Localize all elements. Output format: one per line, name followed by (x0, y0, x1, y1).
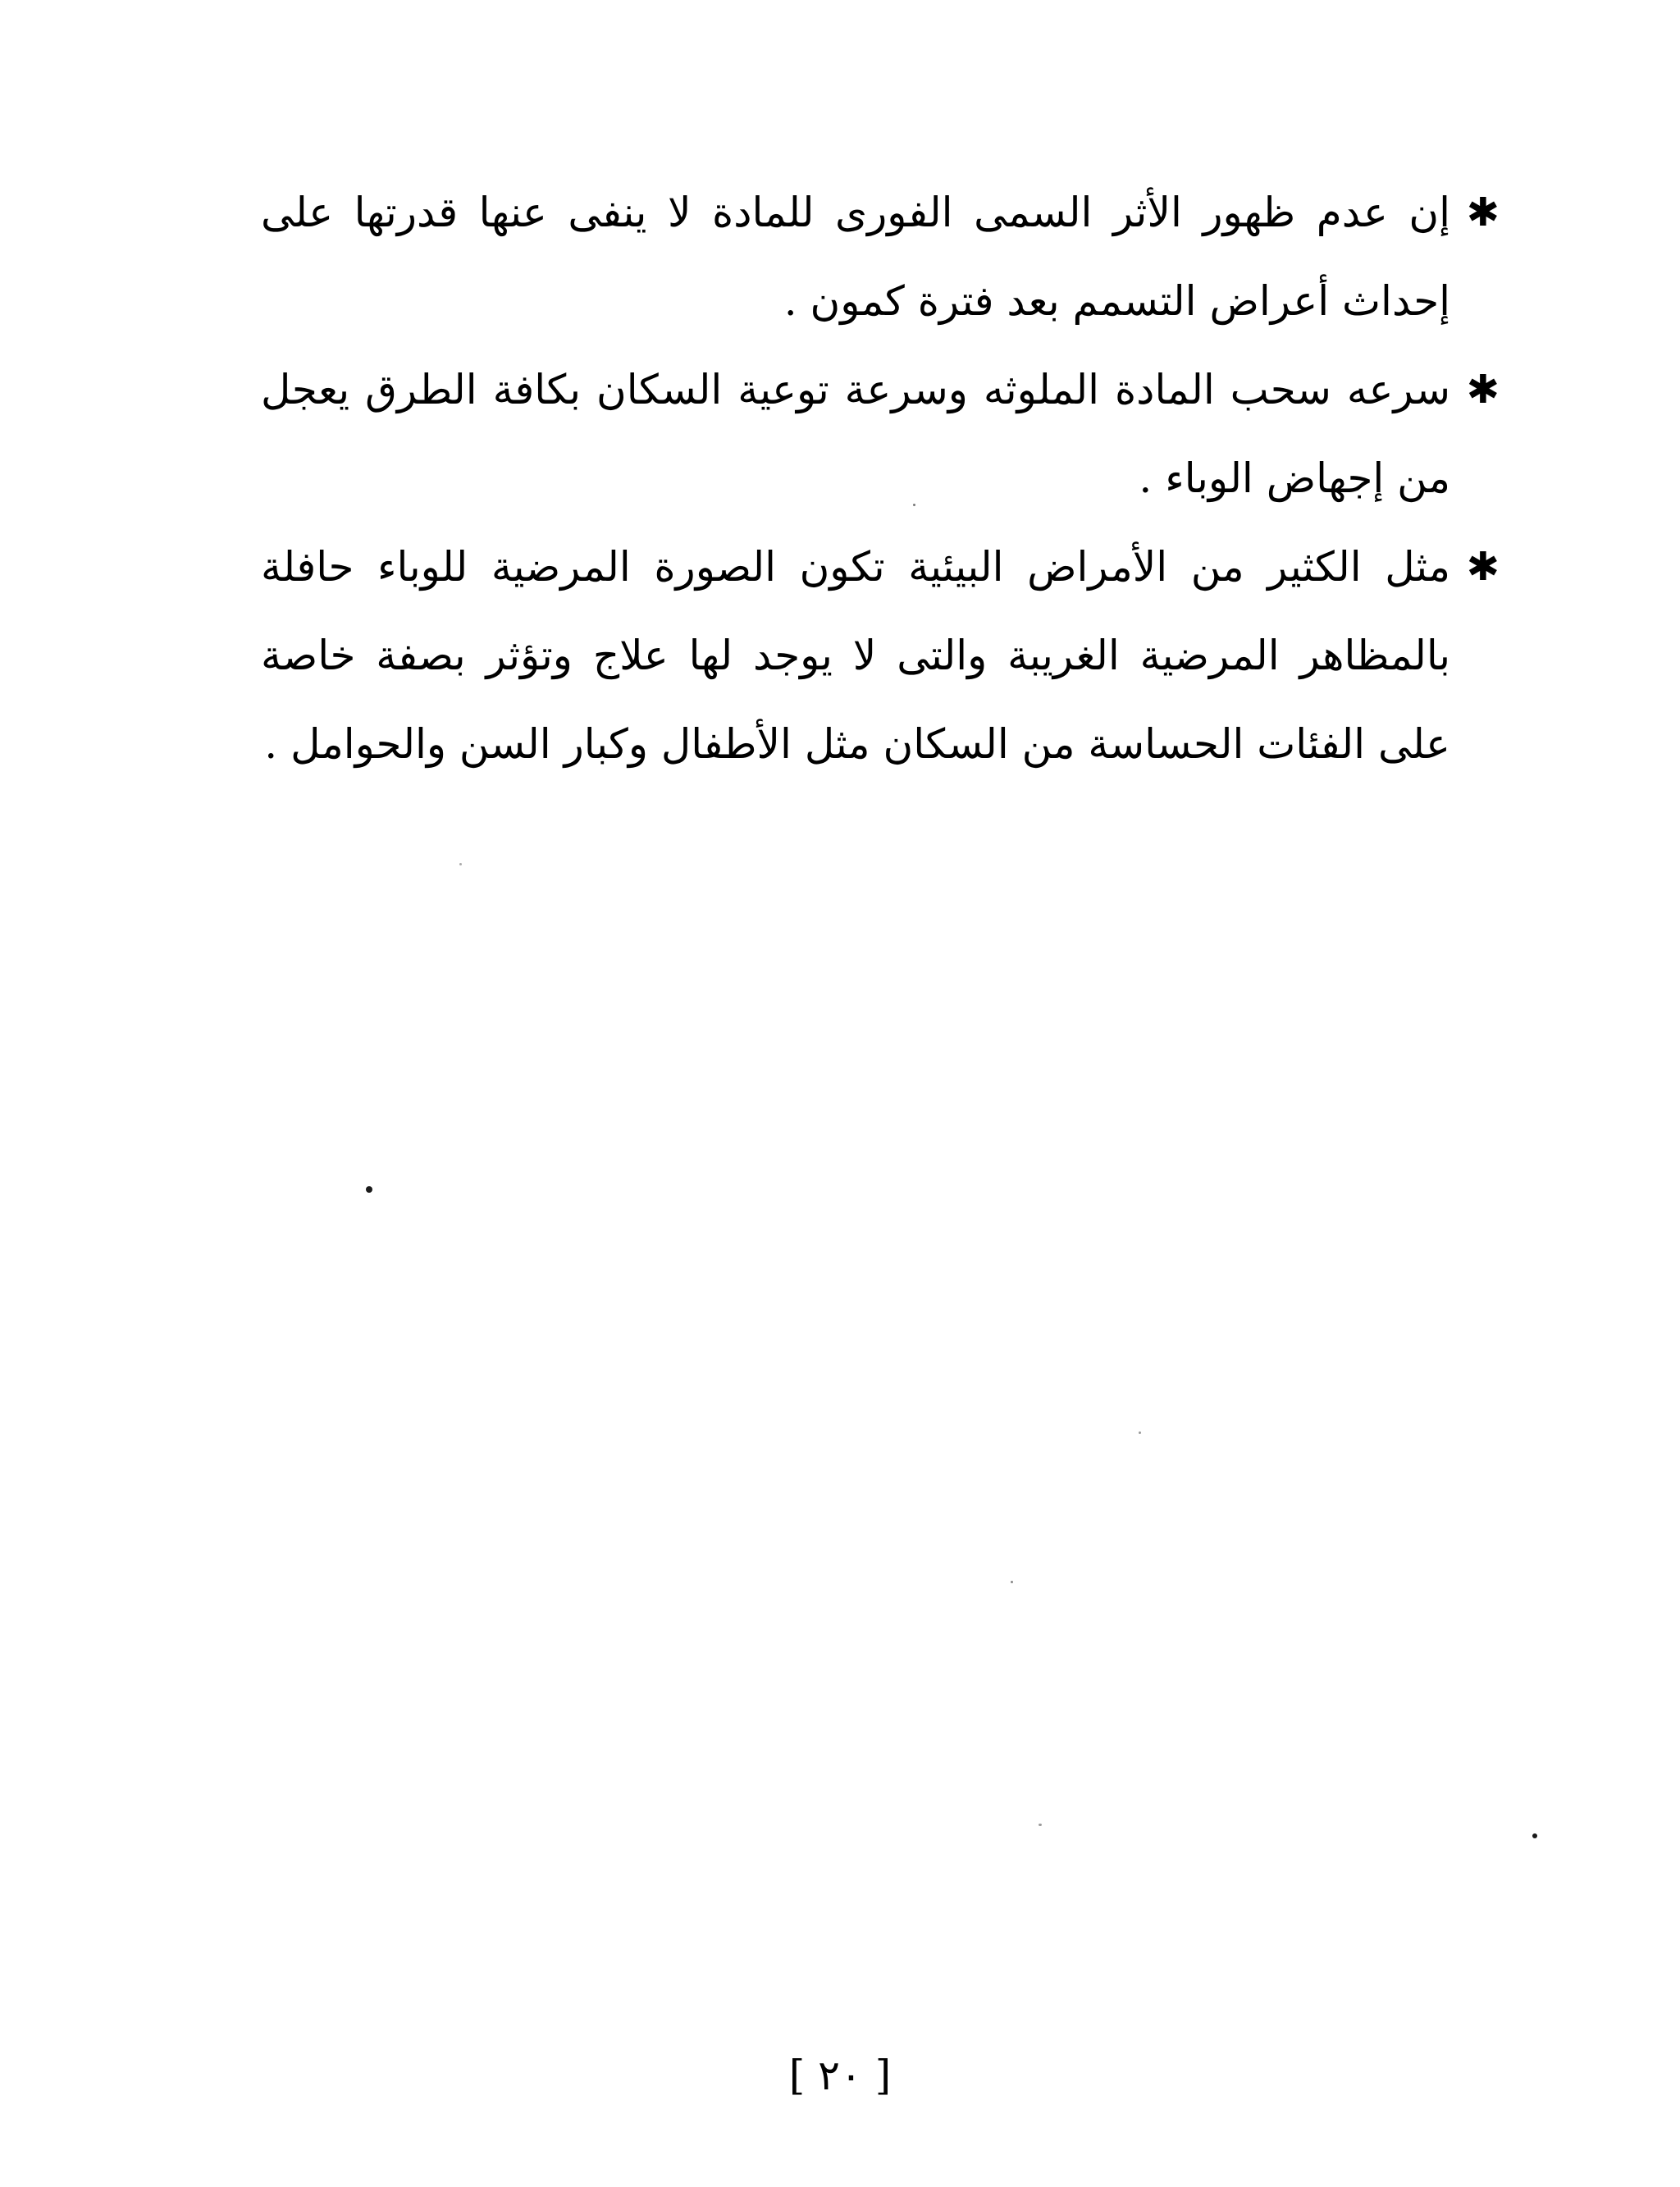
bullet-list (261, 168, 1500, 788)
scan-speck (1532, 1833, 1537, 1838)
scan-speck (1039, 1824, 1042, 1826)
scan-speck (913, 504, 915, 506)
asterisk-icon: ✱ (1466, 544, 1500, 590)
bullet-text: إن عدم ظهور الأثر السمى الفورى للمادة لا ينفى عنها قدرتها على إحداث أعراض التسمم بعد فترة كمون . (261, 189, 1450, 325)
bullet-item-2 (261, 345, 1500, 523)
bullet-item-1 (261, 168, 1500, 345)
asterisk-icon: ✱ (1466, 189, 1500, 235)
scan-speck (1139, 1431, 1141, 1434)
scan-speck (366, 1186, 372, 1193)
bullet-text: سرعه سحب المادة الملوثه وسرعة توعية السكان بكافة الطرق يعجل من إجهاض الوباء . (261, 366, 1450, 502)
page-number: [ ٢٠ ] (788, 2052, 892, 2099)
scan-speck (459, 863, 462, 865)
bullet-item-3 (261, 523, 1500, 788)
bullet-text: مثل الكثير من الأمراض البيئية تكون الصورة المرضية للوباء حافلة بالمظاهر المرضية الغريبة والتى لا يوجد لها علاج وتؤثر بصفة خاصة على الفئات الحساسة من السكان مثل الأطفال وكبار السن والحوامل . (261, 543, 1450, 768)
scan-speck (1011, 1581, 1013, 1583)
asterisk-icon: ✱ (1466, 367, 1500, 413)
